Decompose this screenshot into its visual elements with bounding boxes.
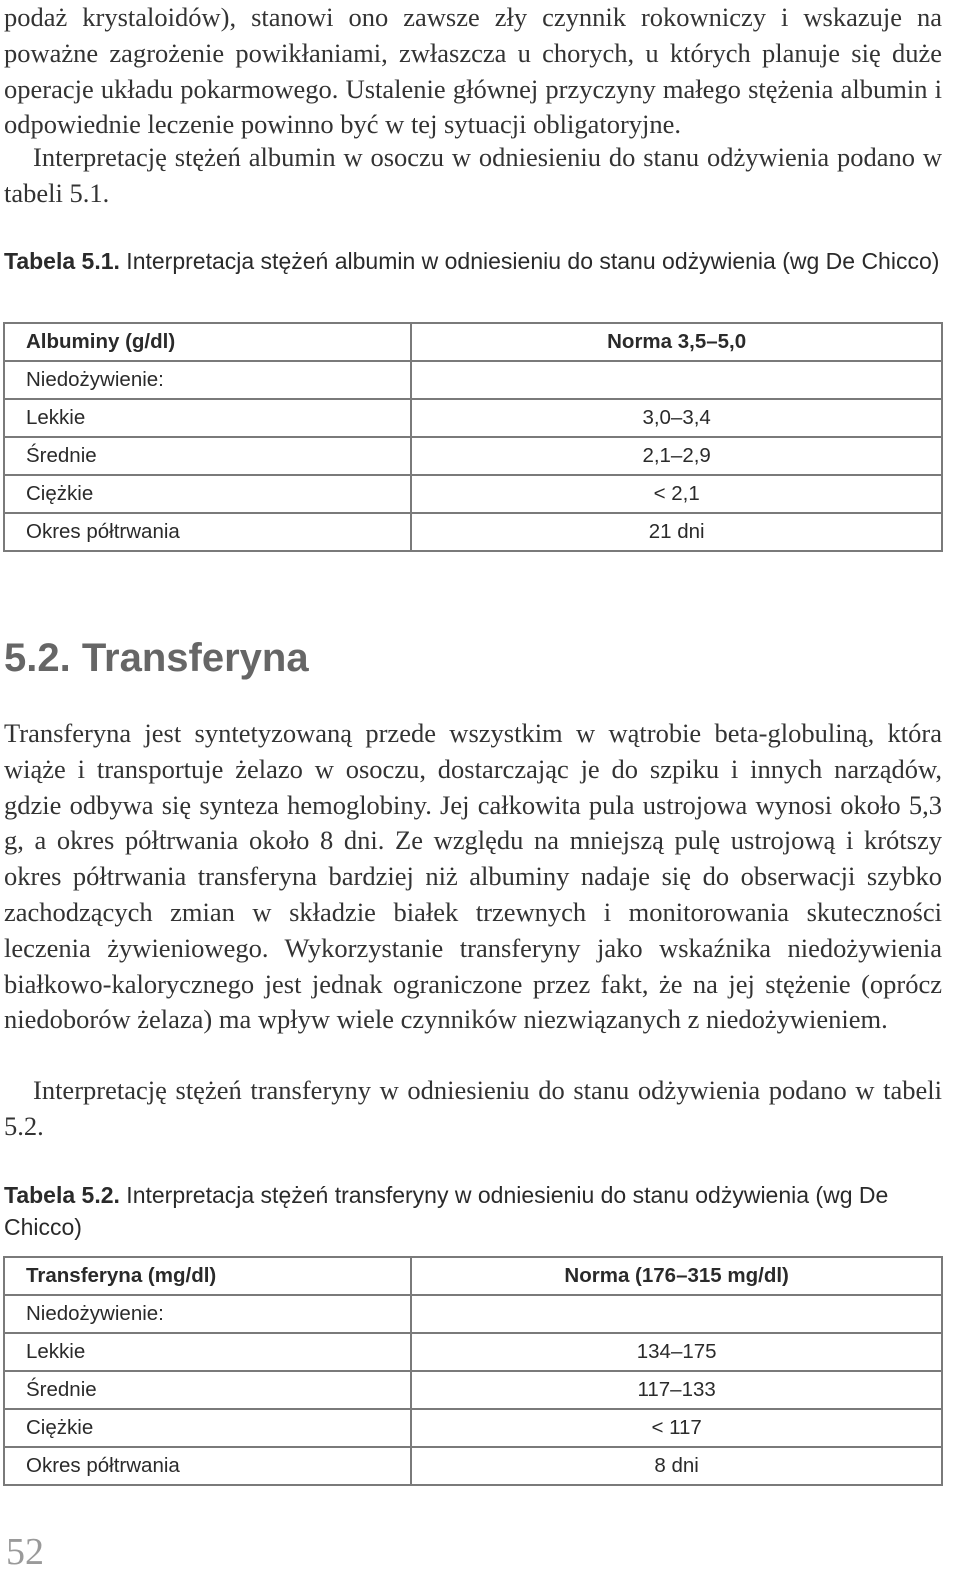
table-row bbox=[4, 361, 942, 399]
table-cell-label: Średnie bbox=[4, 437, 411, 475]
table-1-caption-text: Interpretacja stężeń albumin w odniesieniu do stanu odżywienia (wg De Chicco) bbox=[119, 248, 940, 274]
intro-paragraph: podaż krystaloidów), stanowi ono zawsze zły czynnik rokowniczy i wskazuje na poważne zagrożenie powikłaniami, zwłaszcza u chorych, u których planuje się duże operacje układu pokarmowego. Ustalenie głównej przyczyny małego stężenia albumin i odpowiednie leczenie powinno być w tej sytuacji obligatoryjne. bbox=[4, 2, 942, 140]
table-cell-label: Ciężkie bbox=[4, 1409, 411, 1447]
table-cell-label: Okres półtrwania bbox=[4, 1447, 411, 1485]
table-cell-value: 117–133 bbox=[411, 1371, 942, 1409]
table-row bbox=[4, 1447, 942, 1485]
table-1-caption-label: Tabela 5.1. bbox=[4, 248, 120, 274]
table-header-cell: Norma (176–315 mg/dl) bbox=[411, 1257, 942, 1295]
table-cell-value: 8 dni bbox=[411, 1447, 942, 1485]
intro-paragraph-reference: Interpretację stężeń albumin w osoczu w odniesieniu do stanu odżywienia podano w tabeli 5.1. bbox=[4, 142, 942, 208]
table-cell-label: Lekkie bbox=[4, 399, 411, 437]
table-row bbox=[4, 513, 942, 551]
table-row bbox=[4, 1409, 942, 1447]
table-cell-value: < 117 bbox=[411, 1409, 942, 1447]
table-cell-value: < 2,1 bbox=[411, 475, 942, 513]
table-cell-label: Średnie bbox=[4, 1371, 411, 1409]
table-row bbox=[4, 475, 942, 513]
table-row bbox=[4, 1333, 942, 1371]
table-header-cell: Albuminy (g/dl) bbox=[4, 323, 411, 361]
table-cell-label: Lekkie bbox=[4, 1333, 411, 1371]
page-number: 52 bbox=[6, 1531, 44, 1573]
table-cell-label: Niedożywienie: bbox=[4, 1295, 411, 1333]
table-cell-label: Okres półtrwania bbox=[4, 513, 411, 551]
table-row bbox=[4, 437, 942, 475]
table-1-caption bbox=[4, 246, 944, 278]
table-cell-value: 134–175 bbox=[411, 1333, 942, 1371]
table-2-caption bbox=[4, 1180, 944, 1243]
table-2-caption-text: Interpretacja stężeń transferyny w odniesieniu do stanu odżywienia (wg De Chicco) bbox=[4, 1182, 889, 1240]
table-header-cell: Transferyna (mg/dl) bbox=[4, 1257, 411, 1295]
table-header-cell: Norma 3,5–5,0 bbox=[411, 323, 942, 361]
table-row bbox=[4, 399, 942, 437]
transferrin-table bbox=[3, 1256, 943, 1486]
section-paragraph: Transferyna jest syntetyzowaną przede wszystkim w wątrobie beta-globuliną, która wiąże i transportuje żelazo w osoczu, dostarczając je do szpiku i innych narządów, gdzie odbywa się synteza hemoglobiny. Jej całkowita pula ustrojowa wynosi około 5,3 g, a okres półtrwania około 8 dni. Ze względu na mniejszą pulę ustrojową i krótszy okres półtrwania transferyna bardziej niż albuminy nadaje się do obserwacji szybko zachodzących zmian w składzie białek trzewnych i monitorowania skuteczności leczenia żywieniowego. Wykorzystanie transferyny jako wskaźnika niedożywienia białkowo-kalorycznego jest jednak ograniczone przez fakt, że na jej stężenie (oprócz niedoborów żelaza) ma wpływ wiele czynników niezwiązanych z niedożywieniem. bbox=[4, 718, 942, 1035]
table-cell-value: 3,0–3,4 bbox=[411, 399, 942, 437]
albumin-table bbox=[3, 322, 943, 552]
table-row bbox=[4, 1295, 942, 1333]
table-header-row bbox=[4, 1257, 942, 1295]
section-heading: 5.2. Transferyna bbox=[4, 636, 309, 680]
table-cell-label: Niedożywienie: bbox=[4, 361, 411, 399]
table-cell-value bbox=[411, 1295, 942, 1333]
table-cell-value: 2,1–2,9 bbox=[411, 437, 942, 475]
section-paragraph-reference: Interpretację stężeń transferyny w odniesieniu do stanu odżywienia podano w tabeli 5.2. bbox=[4, 1075, 942, 1141]
table-cell-label: Ciężkie bbox=[4, 475, 411, 513]
table-row bbox=[4, 1371, 942, 1409]
table-2-caption-label: Tabela 5.2. bbox=[4, 1182, 120, 1208]
table-cell-value: 21 dni bbox=[411, 513, 942, 551]
table-header-row bbox=[4, 323, 942, 361]
table-cell-value bbox=[411, 361, 942, 399]
